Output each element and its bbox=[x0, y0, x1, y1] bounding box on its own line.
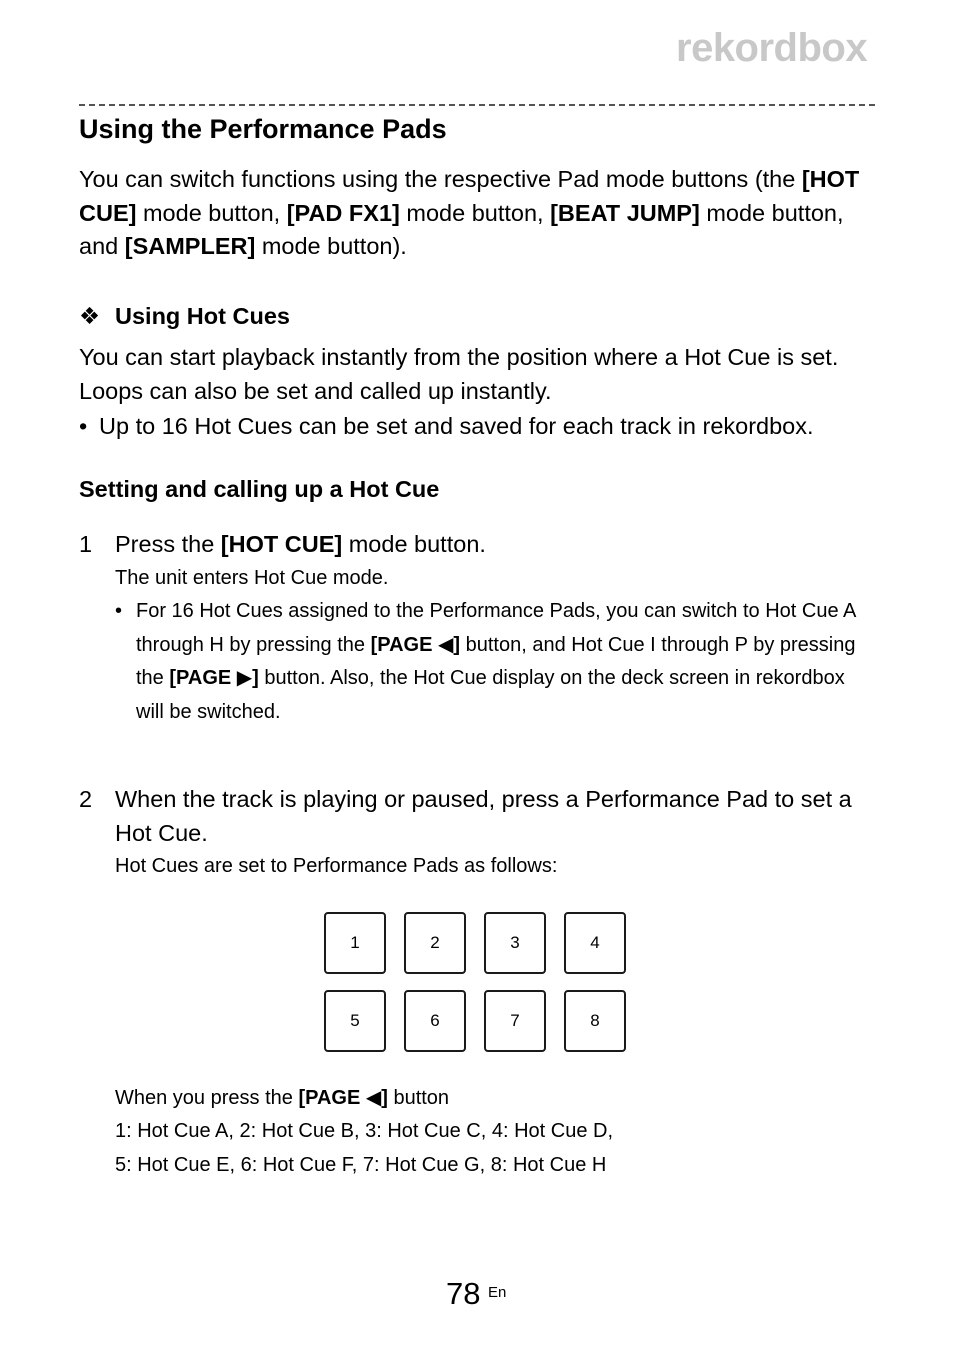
performance-pad-7: 7 bbox=[484, 990, 546, 1052]
hot-cues-description: You can start playback instantly from the position where a Hot Cue is set. Loops can also be set and called up instantly. bbox=[79, 344, 839, 404]
step-2-note: Hot Cues are set to Performance Pads as follows: bbox=[115, 855, 558, 877]
page-number: 78 bbox=[446, 1276, 481, 1311]
step-1-bullet bbox=[115, 595, 875, 729]
bullet-icon: • bbox=[79, 413, 88, 439]
mapping-line-1: 1: Hot Cue A, 2: Hot Cue B, 3: Hot Cue C, 4: Hot Cue D, bbox=[115, 1120, 614, 1142]
hot-cues-heading-text: Using Hot Cues bbox=[115, 303, 290, 329]
performance-pad-1: 1 bbox=[324, 912, 386, 974]
brand-logo: rekordbox bbox=[676, 26, 868, 70]
hot-cues-bullet bbox=[79, 410, 899, 444]
language-code: En bbox=[488, 1284, 507, 1301]
hot-cues-heading bbox=[79, 302, 290, 330]
performance-pad-8: 8 bbox=[564, 990, 626, 1052]
step-1-bullet-text: For 16 Hot Cues assigned to the Performance Pads, you can switch to Hot Cue A through H by pressing the [PAGE ◀] button, and Hot Cue I through P by pressing the [PAGE ▶] button. Also, the Hot Cue display on the deck screen in rekordbox will be switched. bbox=[136, 600, 856, 723]
performance-pad-6: 6 bbox=[404, 990, 466, 1052]
section-title: Using the Performance Pads bbox=[79, 114, 447, 144]
step-1-number: 1 bbox=[79, 531, 93, 557]
step-1-text: Press the [HOT CUE] mode button. bbox=[115, 531, 486, 557]
performance-pad-3: 3 bbox=[484, 912, 546, 974]
hot-cues-bullet-text: Up to 16 Hot Cues can be set and saved for each track in rekordbox. bbox=[99, 413, 814, 439]
step-1-note: The unit enters Hot Cue mode. bbox=[115, 567, 389, 589]
step-2-number: 2 bbox=[79, 786, 93, 812]
performance-pad-2: 2 bbox=[404, 912, 466, 974]
setting-heading: Setting and calling up a Hot Cue bbox=[79, 476, 440, 502]
header-divider bbox=[79, 104, 875, 106]
performance-pad-4: 4 bbox=[564, 912, 626, 974]
mapping-line-2: 5: Hot Cue E, 6: Hot Cue F, 7: Hot Cue G, 8: Hot Cue H bbox=[115, 1154, 607, 1176]
step-2-text: When the track is playing or paused, press a Performance Pad to set a Hot Cue. bbox=[115, 786, 852, 846]
bullet-icon: • bbox=[115, 600, 123, 622]
section-intro: You can switch functions using the respective Pad mode buttons (the [HOT CUE] mode button, [PAD FX1] mode button, [BEAT JUMP] mode button, and [SAMPLER] mode button). bbox=[79, 166, 860, 259]
mapping-intro: When you press the [PAGE ◀] button bbox=[115, 1087, 450, 1109]
performance-pad-5: 5 bbox=[324, 990, 386, 1052]
diamond-icon: ❖ bbox=[79, 303, 101, 329]
